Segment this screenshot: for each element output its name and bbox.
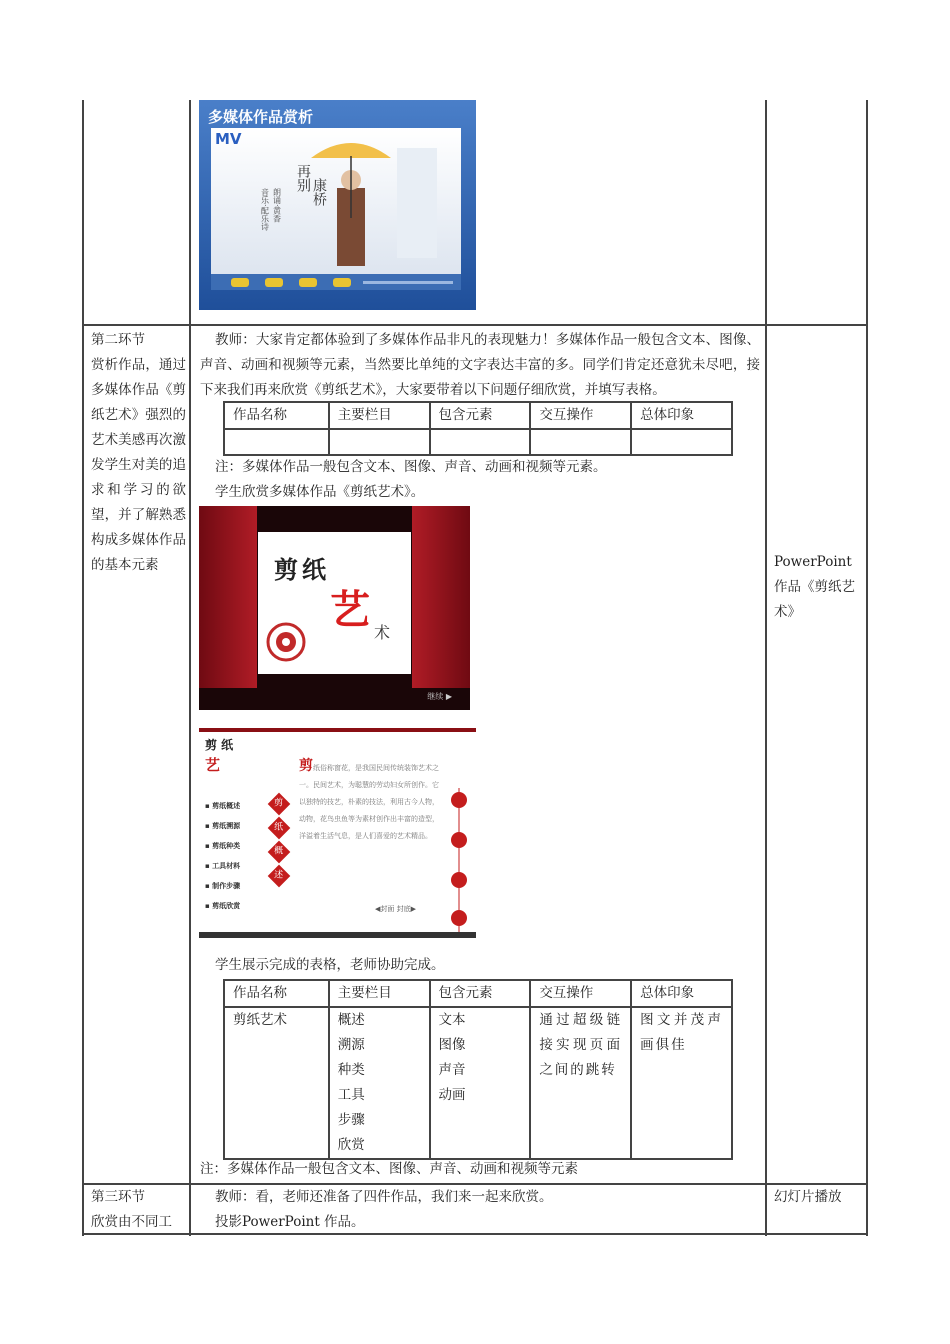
- play-button[interactable]: [265, 278, 283, 287]
- stage-2-description: [91, 328, 186, 578]
- filled-header-main-columns: 主要栏目: [329, 980, 430, 1007]
- papercut-art-char2: 术: [374, 623, 391, 642]
- student-watch: 学生欣赏多媒体作品《剪纸艺术》。: [215, 484, 425, 500]
- red-curtain-right: [412, 506, 470, 688]
- svg-text:音乐·配乐诗: 音乐·配乐诗: [260, 188, 270, 231]
- empty-cell: [631, 429, 732, 455]
- player-title: 多媒体作品赏析: [208, 108, 314, 126]
- cell-interaction: 通过超级链接实现页面之间的跳转: [530, 1007, 631, 1159]
- index-diamond-label: [268, 841, 291, 864]
- stage-3-content: [200, 1185, 760, 1235]
- svg-text:康桥: 康桥: [311, 178, 327, 206]
- index-logo: 艺: [205, 756, 221, 774]
- filled-question-table: [223, 979, 733, 1160]
- header-interaction: 交互操作: [530, 402, 631, 429]
- stage-3-description: 第三环节 欣赏由不同工: [91, 1189, 172, 1230]
- progress-track[interactable]: [363, 281, 453, 284]
- header-impression: 总体印象: [631, 402, 732, 429]
- column-divider-1: [189, 100, 191, 1236]
- blank-question-table: [223, 401, 733, 456]
- index-menu-item[interactable]: ▪ 剪纸溯源: [205, 822, 241, 830]
- stop-button[interactable]: [231, 278, 249, 287]
- cell-columns: 概述 溯源 种类 工具 步骤 欣赏: [329, 1007, 430, 1159]
- table-empty-row: [224, 429, 732, 455]
- index-diamond-label: [268, 817, 291, 840]
- index-diamonds: [271, 796, 289, 892]
- red-curtain-left: [199, 506, 257, 688]
- filled-data-row: [224, 1007, 732, 1159]
- papercut-title-image: [199, 506, 470, 710]
- index-body: [299, 758, 439, 845]
- index-menu-item[interactable]: ▪ 剪纸欣赏: [205, 902, 241, 910]
- header-work-name: 作品名称: [224, 402, 329, 429]
- lesson-plan-table: [82, 100, 868, 1236]
- umbrella-figure-icon: [211, 128, 461, 280]
- papercut-index-image: [199, 728, 476, 938]
- row-divider-1: [82, 324, 868, 326]
- stage-2-text: 第二环节 赏析作品，通过多媒体作品《剪纸艺术》强烈的艺术美感再次激发学生对美的追求和学习的欲望，并了解熟悉构成多媒体作品的基本元素: [91, 332, 186, 573]
- stage-2-content: [200, 328, 760, 403]
- player-logo: MV: [215, 130, 242, 148]
- index-menu-item[interactable]: ▪ 剪纸概述: [205, 802, 241, 810]
- svg-text:朗诵·黄香: 朗诵·黄香: [272, 188, 282, 223]
- table-border-right: [866, 100, 868, 1236]
- column-divider-2: [765, 100, 767, 1236]
- index-diamond-char: 述: [274, 870, 284, 881]
- continue-label[interactable]: 继续 ▶: [427, 692, 452, 701]
- index-menu-item[interactable]: ▪ 剪纸种类: [205, 842, 241, 850]
- stage-3-resources: 幻灯片播放: [774, 1189, 842, 1205]
- empty-cell: [329, 429, 430, 455]
- teacher-intro: 教师：大家肯定都体验到了多媒体作品非凡的表现魅力！多媒体作品一般包含文本、图像、声音、动画和视频等元素，当然要比单纯的文字表达丰富的多。同学们肯定还意犹未尽吧，接下来我们再来欣赏《剪纸艺术》，大家要带着以下问题仔细欣赏，并填写表格。: [200, 332, 760, 398]
- student-show-row: [200, 953, 760, 978]
- index-body-text: 纸俗称窗花，是我国民间传统装饰艺术之一。民间艺术，为聪慧的劳动妇女所创作。它以独特的技艺，朴素的技法，利用古今人物，动物，花鸟虫鱼等为素材创作出丰富的造型，洋溢着生活气息，是人们喜爱的艺术精品。: [299, 764, 439, 840]
- papercut-art-char: 艺: [330, 587, 370, 633]
- lantern-decoration-icon: [449, 788, 469, 938]
- svg-text:再别: 再别: [295, 164, 311, 192]
- index-body-head: 剪: [299, 758, 313, 774]
- filled-header-elements: 包含元素: [430, 980, 531, 1007]
- papercut-title: 剪纸: [274, 556, 330, 584]
- index-diamond-label: [268, 793, 291, 816]
- index-diamond-char: 纸: [274, 822, 284, 833]
- student-show: 学生展示完成的表格，老师协助完成。: [215, 957, 445, 973]
- cell-impression: 图文并茂声画俱佳: [631, 1007, 732, 1159]
- cell-elements: 文本 图像 声音 动画: [430, 1007, 531, 1159]
- player-screen: [211, 128, 461, 280]
- table-header-row: [224, 402, 732, 429]
- filled-header-row: [224, 980, 732, 1007]
- empty-cell: [430, 429, 531, 455]
- stage-3-teacher: 教师：看，老师还准备了四件作品，我们来一起来欣赏。: [215, 1189, 553, 1205]
- index-title: 剪 纸: [205, 738, 234, 752]
- index-menu-item[interactable]: ▪ 工具材料: [205, 862, 241, 870]
- papercut-card: [258, 532, 411, 674]
- next-button[interactable]: [333, 278, 351, 287]
- multimedia-player-image: [199, 100, 476, 310]
- table-border-left: [82, 100, 84, 1236]
- stage-2-resources: PowerPoint作品《剪纸艺术》: [774, 554, 855, 620]
- index-diamond-label: [268, 865, 291, 888]
- previous-button[interactable]: [299, 278, 317, 287]
- index-nav[interactable]: ◀封面 封底▶: [375, 905, 416, 913]
- empty-cell: [530, 429, 631, 455]
- filled-header-impression: 总体印象: [631, 980, 732, 1007]
- stage-2-footnote: [200, 1157, 760, 1182]
- cell-work: 剪纸艺术: [224, 1007, 329, 1159]
- index-menu-item[interactable]: ▪ 制作步骤: [205, 882, 241, 890]
- stage-2-notes: [200, 455, 760, 505]
- note-elements: 注：多媒体作品一般包含文本、图像、声音、动画和视频等元素。: [215, 459, 607, 475]
- index-diamond-char: 剪: [274, 798, 284, 809]
- empty-cell: [224, 429, 329, 455]
- stage-3-projection: 投影PowerPoint 作品。: [215, 1214, 365, 1230]
- index-diamond-char: 概: [274, 846, 284, 857]
- filled-header-work-name: 作品名称: [224, 980, 329, 1007]
- filled-header-interaction: 交互操作: [530, 980, 631, 1007]
- player-controls: [211, 274, 461, 290]
- header-main-columns: 主要栏目: [329, 402, 430, 429]
- note-elements-2: 注：多媒体作品一般包含文本、图像、声音、动画和视频等元素: [200, 1161, 578, 1177]
- papercut-flower-icon: [266, 622, 306, 662]
- index-menu: [205, 796, 265, 916]
- header-elements: 包含元素: [430, 402, 531, 429]
